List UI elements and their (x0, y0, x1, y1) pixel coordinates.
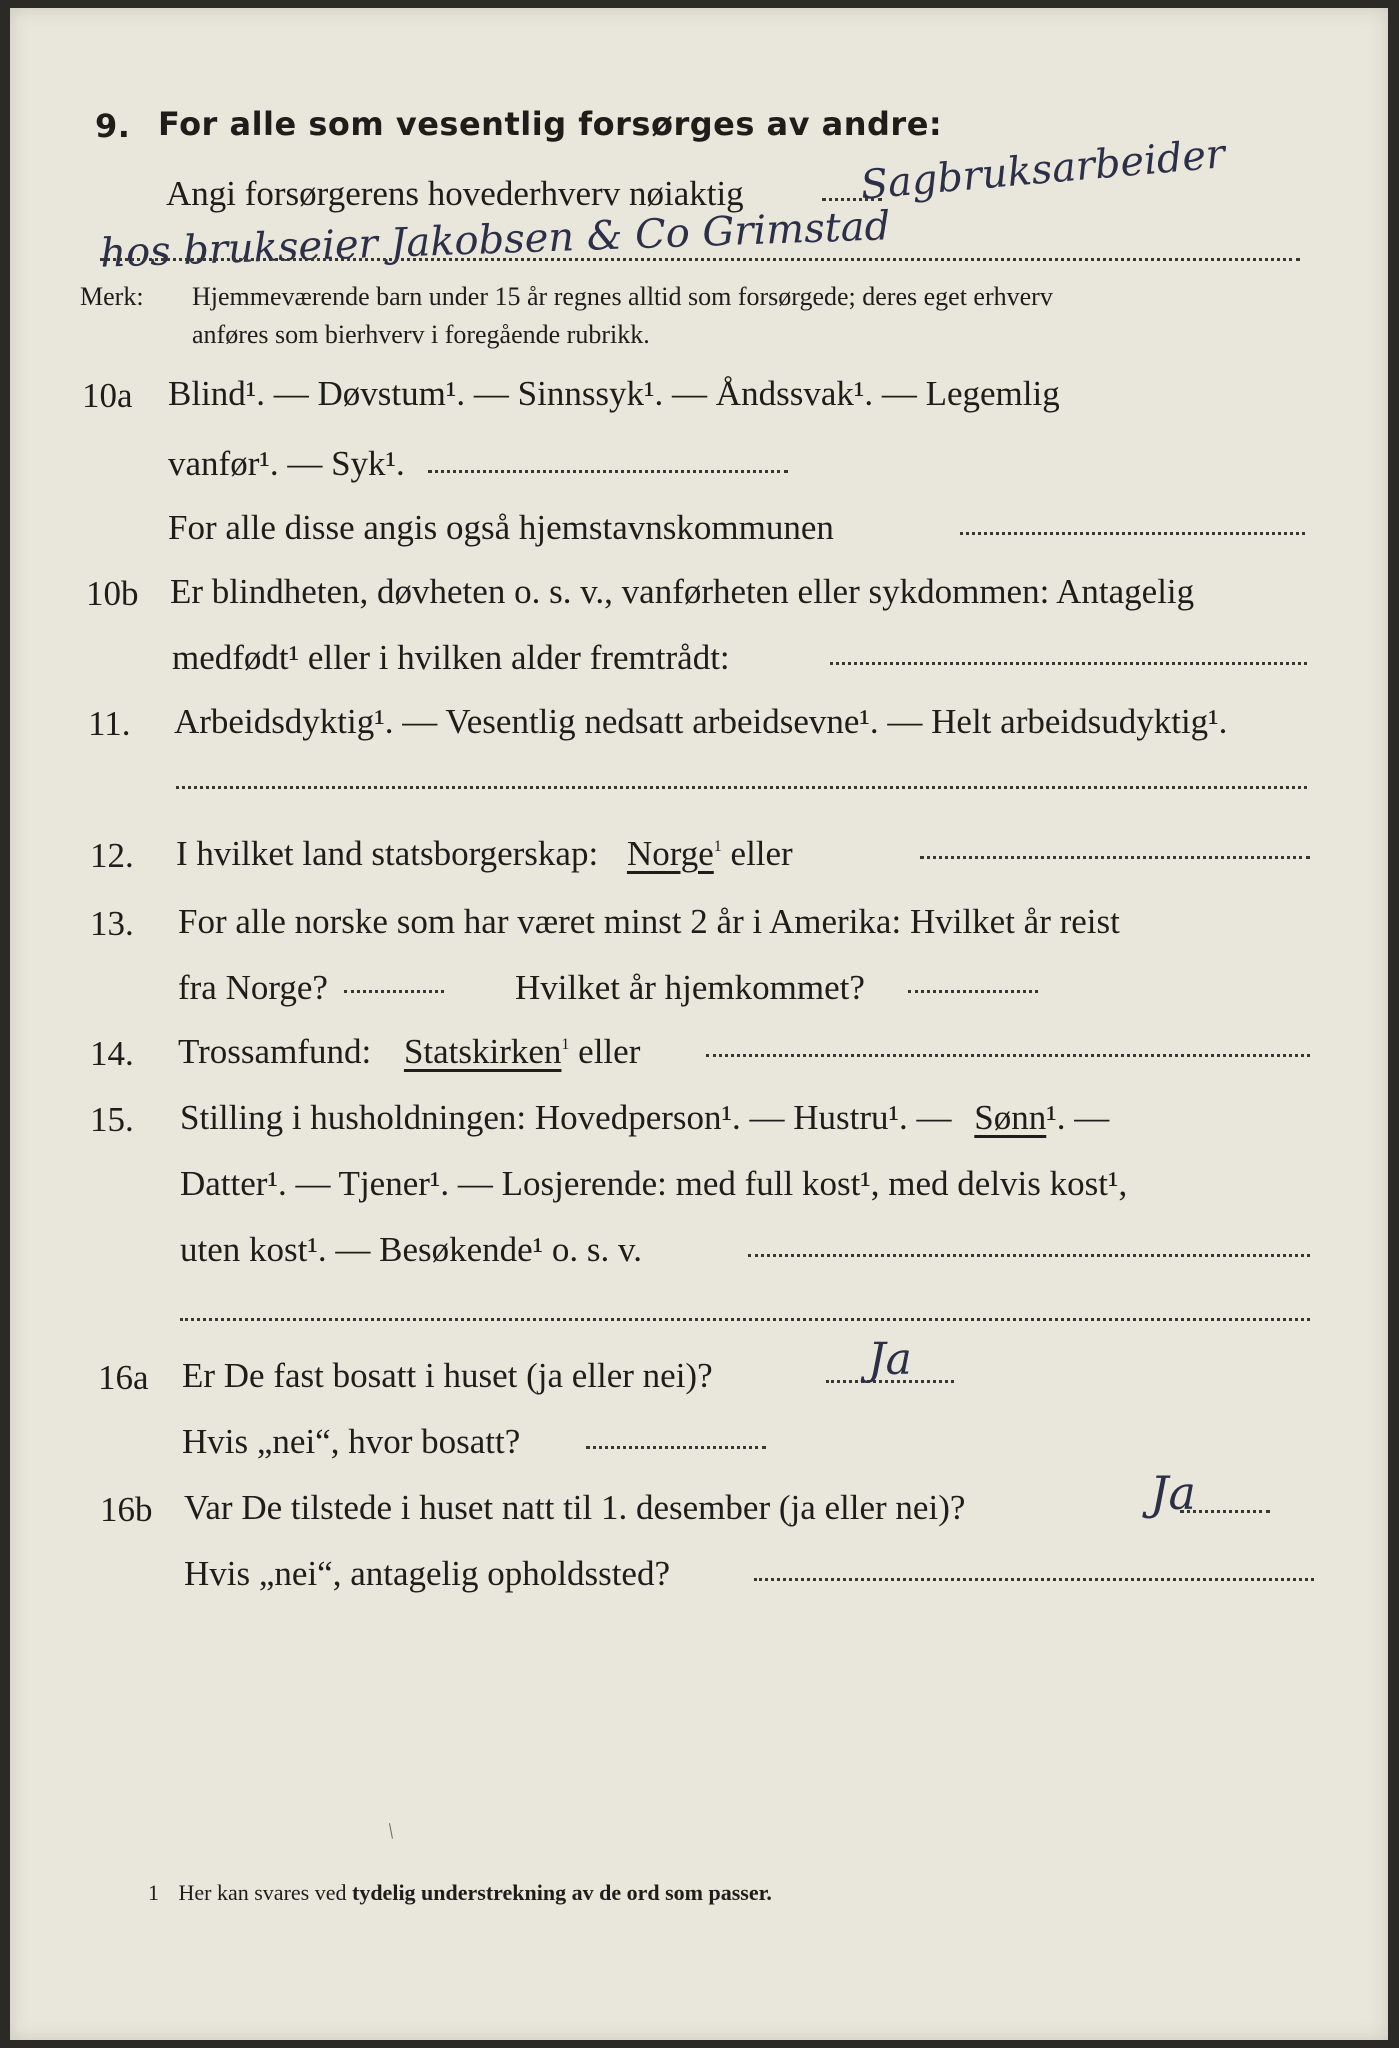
q16a-line-1: Er De fast bosatt i huset (ja eller nei)? (182, 1356, 713, 1395)
q14-suffix: eller (578, 1032, 641, 1071)
q15-line-2: Datter¹. — Tjener¹. — Losjerende: med full kost¹, med delvis kost¹, (180, 1164, 1128, 1203)
q16b-fill-line (1180, 1510, 1270, 1513)
q10a-fill-line (428, 470, 788, 473)
q12-underlined-answer: Norge (626, 834, 714, 873)
q15-line-1 (180, 1100, 1109, 1135)
q12-suffix: eller (730, 834, 793, 873)
q12-prefix: I hvilket land statsborgerskap: (176, 834, 599, 873)
q16b-line-2: Hvis „nei“, antagelig opholdssted? (184, 1554, 670, 1593)
q13-fill-line-b (908, 990, 1038, 993)
q15-underlined-answer: Sønn (974, 1098, 1047, 1137)
census-form-page (10, 8, 1388, 2040)
q16a-number: 16a (98, 1358, 149, 1397)
q13-line-2a: fra Norge? (178, 968, 328, 1007)
footnote-marker: 1 (148, 1880, 159, 1905)
q14-footnote-marker: 1 (561, 1036, 570, 1053)
q10b-line-1: Er blindheten, døvheten o. s. v., vanførheten eller sykdommen: Antagelig (170, 572, 1195, 611)
q12-line (176, 836, 793, 871)
q15-line-1-suffix: ¹. — (1046, 1098, 1110, 1137)
q13-number: 13. (90, 904, 134, 943)
q9-label: Angi forsørgerens hovederhverv nøiaktig (166, 174, 744, 213)
q10b-line-2: medfødt¹ eller i hvilken alder fremtrådt: (172, 638, 730, 677)
q12-footnote-marker: 1 (713, 838, 722, 855)
q15-number: 15. (90, 1100, 134, 1139)
q9-fill-line-2 (100, 258, 1300, 261)
q12-number: 12. (90, 836, 134, 875)
q15-line-1-prefix: Stilling i husholdningen: Hovedperson¹. — Hustru¹. — (180, 1098, 952, 1137)
q9-heading: For alle som vesentlig forsørges av andre: (158, 105, 943, 143)
q10a-number: 10a (82, 376, 133, 415)
q16a-line-2: Hvis „nei“, hvor bosatt? (182, 1422, 521, 1461)
q13-fill-line-a (344, 990, 444, 993)
q16a-handwritten-answer: Ja (868, 1334, 912, 1385)
q16b-fill-line-2 (754, 1578, 1314, 1581)
merk-line-1: Hjemmeværende barn under 15 år regnes alltid som forsørgede; deres eget erhverv (192, 282, 1053, 311)
q10a-line-3: For alle disse angis også hjemstavnskommunen (168, 508, 834, 547)
q11-number: 11. (88, 704, 131, 743)
footnote-text: Her kan svares ved (178, 1880, 347, 1905)
q11-line-1: Arbeidsdyktig¹. — Vesentlig nedsatt arbeidsevne¹. — Helt arbeidsudyktig¹. (174, 702, 1228, 741)
q16b-number: 16b (100, 1490, 153, 1529)
q14-fill-line (706, 1054, 1310, 1057)
q10a-line-2: vanfør¹. — Syk¹. (168, 444, 405, 483)
q12-fill-line (920, 856, 1310, 859)
q13-line-1: For alle norske som har været minst 2 år i Amerika: Hvilket år reist (178, 902, 1120, 941)
q9-number: 9. (95, 107, 131, 145)
q10b-number: 10b (86, 574, 139, 613)
q10a-line-1: Blind¹. — Døvstum¹. — Sinnssyk¹. — Åndssvak¹. — Legemlig (168, 374, 1060, 413)
merk-line-2: anføres som bierhverv i foregående rubrikk. (192, 320, 650, 349)
q16a-fill-line-2 (586, 1446, 766, 1449)
q14-line (178, 1034, 640, 1069)
merk-label: Merk: (80, 282, 144, 311)
q11-fill-line (176, 786, 1307, 789)
pencil-mark: / (381, 1818, 400, 1843)
q14-number: 14. (90, 1034, 134, 1073)
q15-line-3: uten kost¹. — Besøkende¹ o. s. v. (180, 1230, 643, 1269)
footnote (148, 1880, 772, 1906)
q15-fill-line-2 (180, 1318, 1310, 1321)
footnote-bold-text: tydelig understrekning av de ord som passer. (352, 1880, 772, 1905)
q16b-handwritten-answer: Ja (1150, 1466, 1196, 1520)
q14-prefix: Trossamfund: (178, 1032, 372, 1071)
q16b-line-1: Var De tilstede i huset natt til 1. desember (ja eller nei)? (184, 1488, 966, 1527)
q10a-fill-line-2 (960, 532, 1305, 535)
q14-underlined-answer: Statskirken (403, 1032, 562, 1071)
q13-line-2b: Hvilket år hjemkommet? (515, 968, 865, 1007)
q9-handwritten-answer-2: hos brukseier Jakobsen & Co Grimstad (99, 203, 891, 277)
q9-handwritten-answer-1: Sagbruksarbeider (858, 131, 1227, 209)
q10b-fill-line (830, 662, 1307, 665)
q15-fill-line (748, 1254, 1310, 1257)
